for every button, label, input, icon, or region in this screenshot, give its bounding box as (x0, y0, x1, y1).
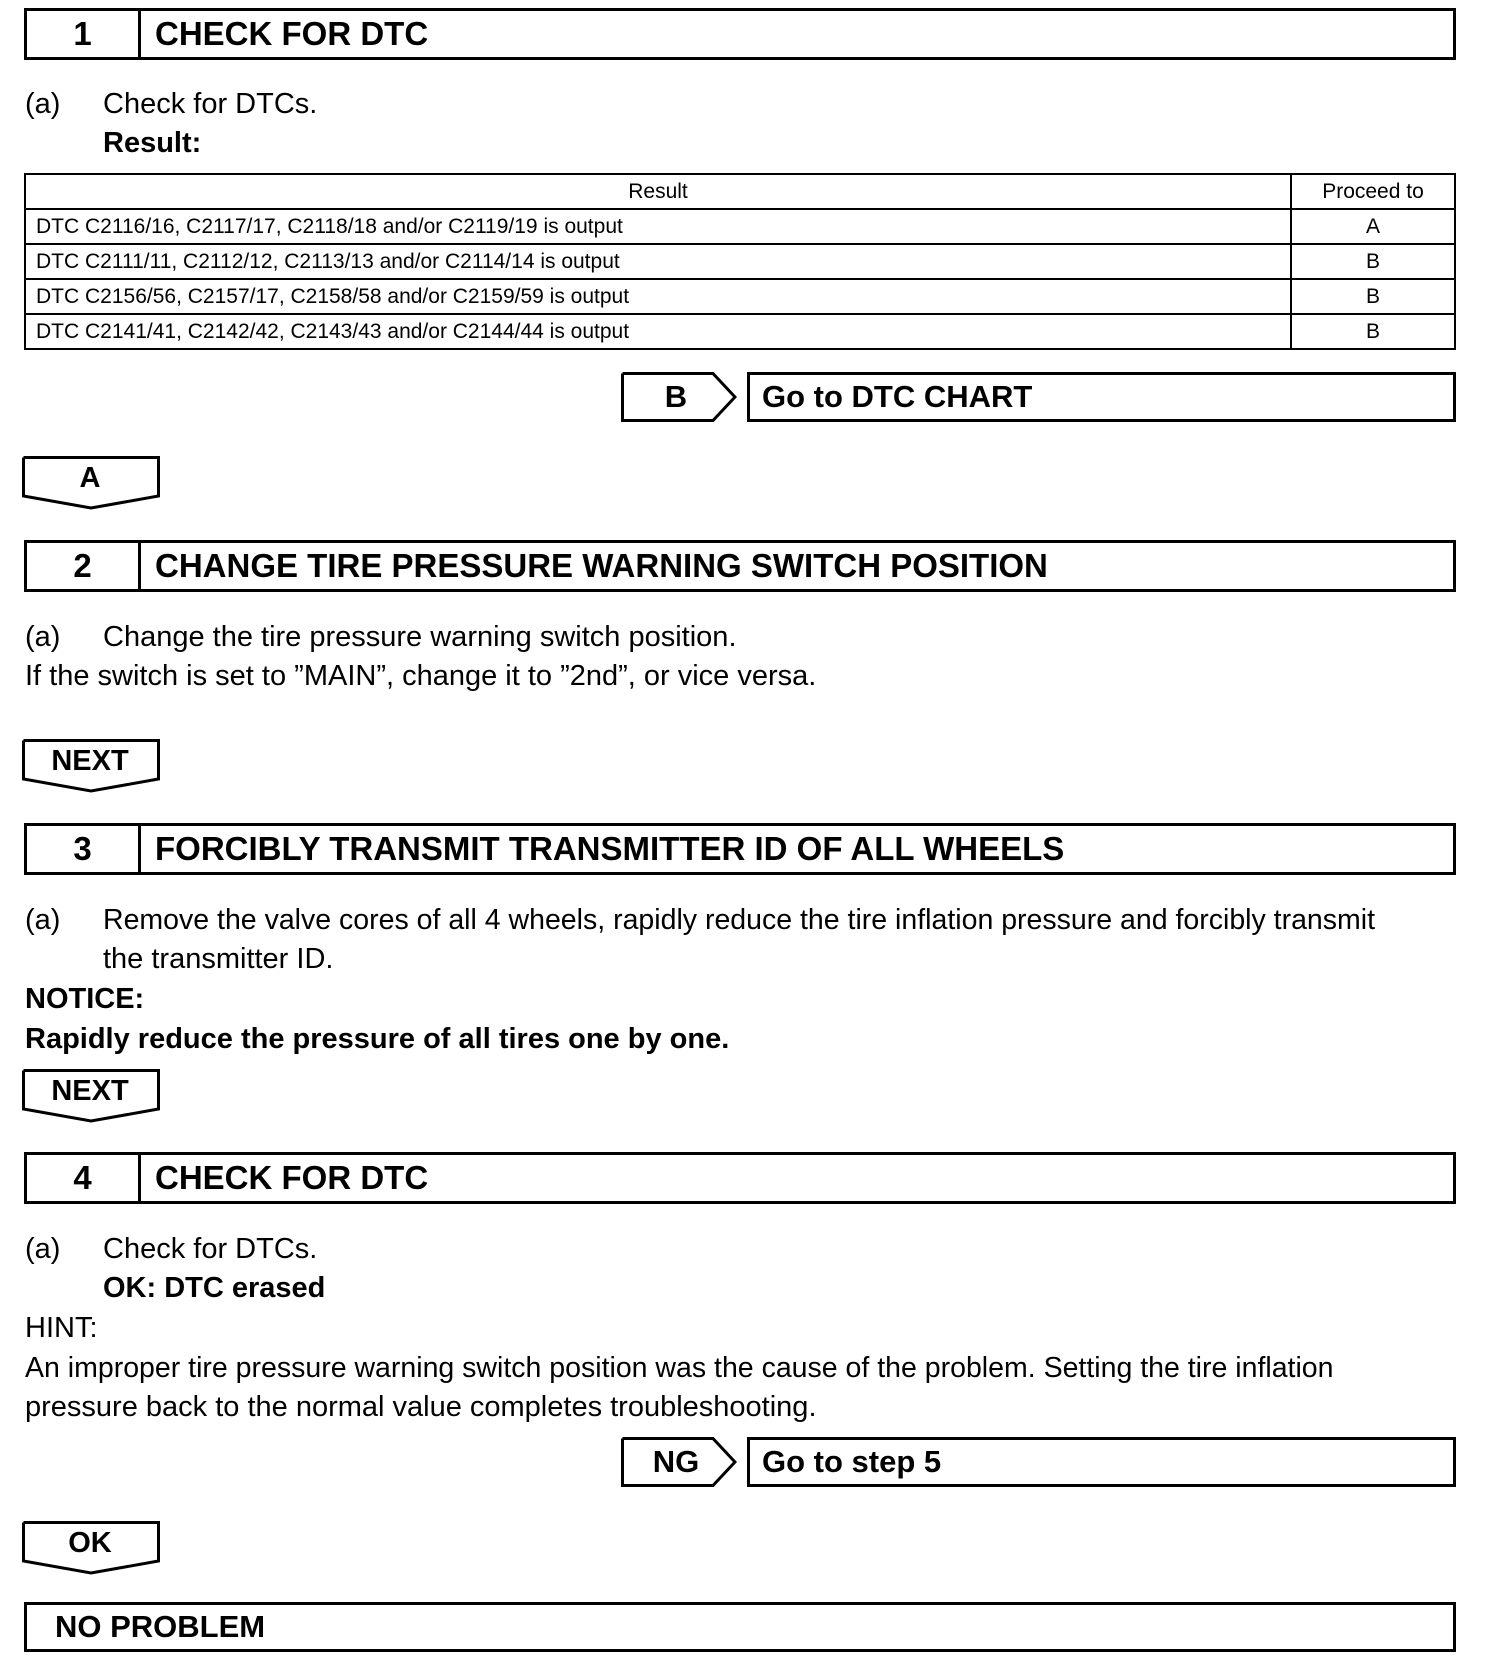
next-tab[interactable] (22, 1069, 162, 1123)
step-number: 3 (27, 826, 141, 872)
notice-text: Rapidly reduce the pressure of all tires one by one. (25, 1023, 730, 1055)
table-header-row (25, 174, 1455, 209)
hint-label: HINT: (25, 1312, 98, 1344)
table-cell: DTC C2156/56, C2157/17, C2158/58 and/or C2159/59 is output (25, 279, 1291, 314)
table-cell: DTC C2116/16, C2117/17, C2118/18 and/or C2119/19 is output (25, 209, 1291, 244)
step-title: CHECK FOR DTC (155, 1159, 429, 1196)
goto-destination: Go to step 5 (747, 1437, 1456, 1487)
instruction-text: Remove the valve cores of all 4 wheels, rapidly reduce the tire inflation pressure and forcibly transmit (103, 904, 1376, 936)
table-cell: B (1291, 279, 1455, 314)
step-number: 2 (27, 543, 141, 589)
item-label: (a) (25, 621, 61, 653)
instruction-text: Change the tire pressure warning switch position. (103, 621, 737, 653)
next-tab[interactable] (22, 739, 162, 793)
table-cell: DTC C2141/41, C2142/42, C2143/43 and/or C2144/44 is output (25, 314, 1291, 349)
step-title: CHECK FOR DTC (155, 15, 429, 52)
tab-label: NEXT (51, 1074, 129, 1107)
table-header: Proceed to (1291, 174, 1455, 209)
tab-label: A (79, 461, 101, 494)
instruction-text: the transmitter ID. (103, 943, 334, 975)
step-2-header (24, 540, 1456, 592)
item-label: (a) (25, 1233, 61, 1265)
item-label: (a) (25, 88, 61, 120)
ok-result: OK: DTC erased (103, 1272, 326, 1304)
table-row (25, 314, 1455, 349)
step-title: FORCIBLY TRANSMIT TRANSMITTER ID OF ALL WHEELS (155, 830, 1065, 867)
table-header: Result (25, 174, 1291, 209)
goto-code-label: B (664, 379, 688, 414)
table-row (25, 244, 1455, 279)
table-cell: DTC C2111/11, C2112/12, C2113/13 and/or C2114/14 is output (25, 244, 1291, 279)
hint-text: An improper tire pressure warning switch position was the cause of the problem. Setting the tire inflation (25, 1352, 1334, 1384)
step-number: 1 (27, 11, 141, 57)
tab-label: OK (68, 1526, 112, 1559)
table-cell: B (1291, 244, 1455, 279)
goto-dtc-chart[interactable] (621, 372, 1456, 422)
instruction-text: If the switch is set to ”MAIN”, change it to ”2nd”, or vice versa. (25, 660, 817, 692)
step-title: CHANGE TIRE PRESSURE WARNING SWITCH POSITION (155, 547, 1048, 584)
hint-text: pressure back to the normal value completes troubleshooting. (25, 1391, 817, 1423)
step-number: 4 (27, 1155, 141, 1201)
tab-label: NEXT (51, 744, 129, 777)
goto-code-arrow (621, 1437, 737, 1487)
step-4-header (24, 1152, 1456, 1204)
notice-label: NOTICE: (25, 983, 145, 1015)
table-cell: B (1291, 314, 1455, 349)
proceed-tab-ok[interactable] (22, 1521, 162, 1575)
table-cell: A (1291, 209, 1455, 244)
goto-code-arrow (621, 372, 737, 422)
table-row (25, 209, 1455, 244)
instruction-text: Check for DTCs. (103, 88, 318, 120)
result-table (24, 173, 1456, 350)
final-result-box: NO PROBLEM (24, 1602, 1456, 1652)
proceed-tab-a[interactable] (22, 456, 162, 510)
item-label: (a) (25, 904, 61, 936)
step-3-header (24, 823, 1456, 875)
table-row (25, 279, 1455, 314)
result-label: Result: (103, 127, 202, 159)
goto-destination: Go to DTC CHART (747, 372, 1456, 422)
goto-code-label: NG (652, 1444, 700, 1479)
instruction-text: Check for DTCs. (103, 1233, 318, 1265)
step-1-header (24, 8, 1456, 60)
goto-step-5[interactable] (621, 1437, 1456, 1487)
